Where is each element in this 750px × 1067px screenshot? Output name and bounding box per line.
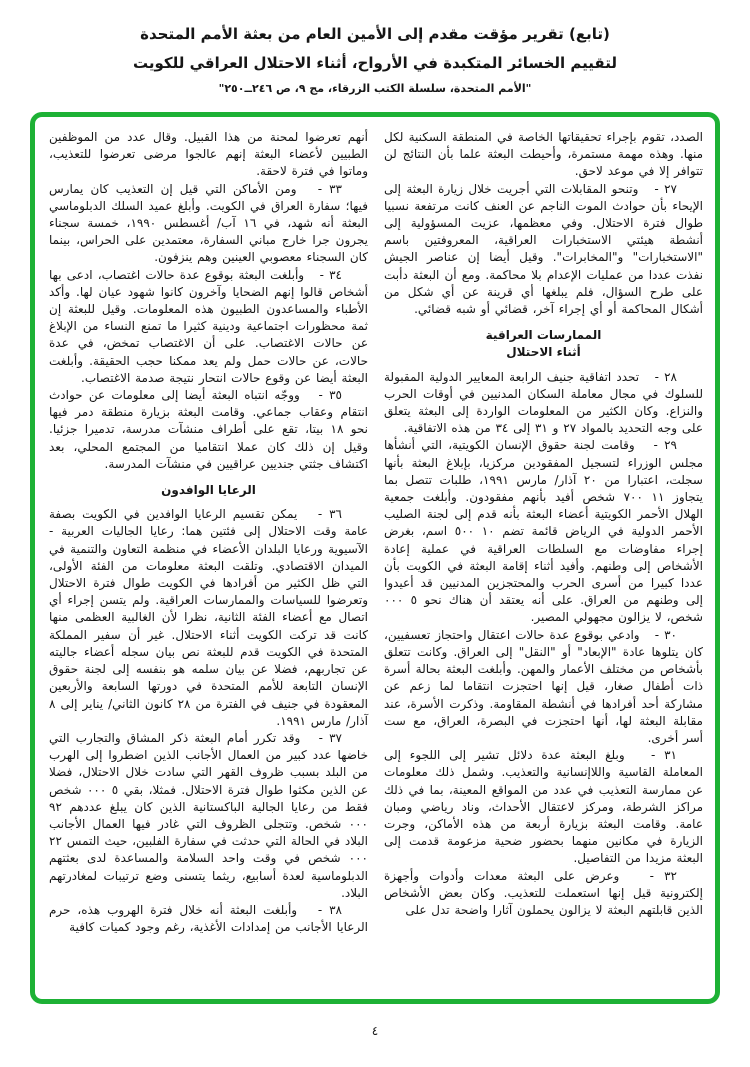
section-heading-line: أثناء الاحتلال	[506, 345, 581, 360]
section-heading	[49, 482, 368, 499]
paragraph: ٣٥ - ووجّه انتباه البعثة أيضا إلى معلومات عن حوادث انتقام وعقاب جماعي. وقامت البعثة بزيارة منطقة دمر فيها نحو ١٨ بيتا، تقع على أطراف منشآت مدرسة، تدميرا جزئيا. وقيل إن ذلك كان عملا انتقاميا من المجتمع المحلي، بعد اكتشاف جثتي جنديين عراقيين في منشآت المدرسة.	[49, 388, 368, 471]
paragraph: ٣٢ - وعرض على البعثة معدات وأدوات وأجهزة إلكترونية قيل إنها استعملت للتعذيب. وكان بعض الأشخاص الذين قابلتهم البعثة لا يزالون يحملون آثارا واضحة تدل على	[384, 868, 703, 917]
green-border-frame	[30, 112, 720, 1004]
page-number: ٤	[371, 1024, 379, 1038]
paragraph: ٢٨ - تحدد اتفاقية جنيف الرابعة المعايير الدولية المقبولة للسلوك في مجال معاملة السكان المدنيين في أوقات الحرب والنزاع. وكان الكثير من المعلومات الواردة إلى البعثة يتعلق على وجه التحديد بالمواد ٢٧ و ٣١ إلى ٣٤ من هذه الاتفاقية.	[384, 369, 703, 436]
paragraph: ٣٠ - وادعي بوقوع عدة حالات اعتقال واحتجاز تعسفيين، كان يتلوها عادة "الإبعاد" أو "النقل" إلى العراق. وكانت تتعلق بأشخاص من مختلف الأعمار والمهن. وأبلغت البعثة بحالة أسرة ذات أطفال صغار، قيل إنها احتجزت انتقاما لما زعم عن مشاركة أحد أفرادها في أنشطة المقاومة. وذكرت الأسرة، عند مقابلة البعثة لها، أنها احتجزت في البصرة، العراق، مع ست أسر أخرى.	[384, 627, 703, 745]
report-header	[0, 0, 750, 97]
section-heading	[384, 327, 703, 361]
header-title-line1: (تابع) تقرير مؤقت مقدم إلى الأمين العام من بعثة الأمم المتحدة	[140, 25, 610, 43]
section-heading-line: الرعايا الوافدون	[161, 483, 256, 498]
paragraph: ٣٨ - وأبلغت البعثة أنه خلال فترة الهروب هذه، حرم الرعايا الأجانب من إمدادات الأغذية، رغم وجود كميات كافية	[49, 902, 368, 935]
column-right	[384, 129, 703, 999]
paragraph: ٢٩ - وقامت لجنة حقوق الإنسان الكويتية، التي أنشأها مجلس الوزراء لتسجيل المفقودين مركزيا، بإبلاغ البعثة بأنها سجلت، اعتبارا من ٢٠ آذار/ مارس ١٩٩١، طلبات تتصل بما يتجاوز ١١ ٧٠٠ شخص أفيد بأنهم مفقودون. وأبلغت جمعية الهلال الأحمر الكويتية أعضاء البعثة بأنه قدم إلى لجنة الصليب الأحمر الدولية في الرياض قائمة تضم ١٠ ٥٠٠ اسم، بغرض إجراء مفاوضات مع السلطات العراقية في عملية إعادة الأشخاص إلى وطنهم. وأفيد أثناء إقامة البعثة في الكويت بأن عددا كبيرا من أسرى الحرب والمحتجزين المدنيين قد أعيدوا إلى وطنهم من العراق. على أنه يعتقد أن هناك نحو ٥ ٠٠٠ شخص، لا يزالون مجهولي المصير.	[384, 438, 703, 625]
paragraph: ٣٤ - وأبلغت البعثة بوقوع عدة حالات اغتصاب، ادعى بها أشخاص قالوا إنهم الضحايا وآخرون كانوا شهود عيان لها. وأكد الأطباء والمساعدون الطبيون هذه المعلومات. وقيل للبعثة إن ثمة محظورات اجتماعية ودينية كثيرا ما تمنع النساء من الإبلاغ عن حالات الاغتصاب. على أن الاغتصاب تمخض، في عدة حالات، عن حالات حمل ولم يعد ممكنا حجب الحقيقة. وأبلغت البعثة أيضا عن وقوع حالات انتحار نتيجة صدمة الاغتصاب.	[49, 267, 368, 385]
header-source-line: "الأمم المتحدة، سلسلة الكتب الزرقاء، مج ٩، ص ⁦٢٤٦ــ٢٥٠⁩"	[218, 82, 532, 95]
paragraph: ٣٧ - وقد تكرر أمام البعثة ذكر المشاق والتجارب التي خاضها عدد كبير من العمال الأجانب الذين اضطروا إلى الهرب من البلد بسبب ظروف القهر التي سادت خلال الاحتلال، فضلا عن الذين مكثوا طوال فترة الاحتلال. فمثلا، بقي ٥ ٠٠٠ شخص فقط من رعايا الجالية الباكستانية الذين كان يبلغ عددهم ٩٢ ٠٠٠ شخص. وتتجلى الظروف التي غادر فيها العمال الأجانب البلاد في الحالة التي حدثت في سفارة الفلبين، حيث التمس ٢٢ ٠٠٠ شخص في وقت واحد السلامة والمساعدة لدى بعثتهم الدبلوماسية لعدة أسابيع، ريثما يتسنى وضع ترتيبات لمغادرتهم البلاد.	[49, 730, 368, 900]
paragraph: ٣١ - وبلغ البعثة عدة دلائل تشير إلى اللجوء إلى المعاملة القاسية واللاإنسانية والتعذيب. وشمل ذلك معلومات عن ممارسة التعذيب في عدد من المواقع المعينة، بما في ذلك مراكز الشرطة، ومركز لاعتقال الأحداث، وناد رياضي ومبان عامة. وقامت البعثة بزيارة أربعة من هذه الأماكن، وجرت الزيارة في مكانين منهما بحضور ضحية مزعومة قدمت إلى البعثة مزيدا من التفاصيل.	[384, 748, 703, 866]
paragraph: أنهم تعرضوا لمحنة من هذا القبيل. وقال عدد من الموظفين الطبيين لأعضاء البعثة إنهم عالجوا مرضى تعرضوا للتعذيب، وماتوا في فترة لاحقة.	[49, 130, 368, 179]
text-columns	[35, 117, 715, 999]
column-left	[49, 129, 368, 999]
paragraph: الصدد، تقوم بإجراء تحقيقاتها الخاصة في المنطقة السكنية لكل منها. وهذه مهمة مستمرة، وأحيطت البعثة علما بأن النتائج لن تتوافر إلا في موعد لاحق.	[384, 130, 703, 179]
paragraph: ٣٦ - يمكن تقسيم الرعايا الوافدين في الكويت بصفة عامة وقت الاحتلال إلى فئتين هما: رعايا الجاليات العربية - الآسيوية ورعايا البلدان الأعضاء في منظمة التعاون والتنمية في الميدان الاقتصادي. وتلقت البعثة معلومات من الفئة الأولى، التي ظل الكثير من أفرادها في الكويت طوال فترة الاحتلال وتعرضوا للسياسات والممارسات العراقية. ولم يتسن إجراء أي اتصال مع أعضاء الفئة الثانية، نظرا لأن الغالبية العظمى منها كانت قد تركت الكويت أثناء الاحتلال. غير أن سفير المملكة المتحدة في الكويت قدم للبعثة نص بيان سجله أعضاء جاليته عن تجاربهم، فضلا عن بيان سلمه هو بنفسه إلى لجنة حقوق الإنسان التابعة للأمم المتحدة في دورتها السابعة والأربعين المعقودة في جنيف في الفترة من ٢٨ كانون الثاني/ يناير إلى ٨ آذار/ مارس ١٩٩١.	[49, 507, 369, 728]
paragraph: ٢٧ - وتنحو المقابلات التي أجريت خلال زيارة البعثة إلى الإيحاء بأن حوادث الموت الناجم عن العنف كانت مرتفعة نسبيا طوال فترة الاحتلال. وفي معظمها، عزيت المسؤولية إلى أنشطة هيئتي الاستخبارات العراقية، المعروفتين باسم "الاستخبارات" و"المخابرات". وقيل أيضا إن عناصر الجيش نفذت عددا من عمليات الإعدام بلا محاكمة. ومع أن البعثة دأبت على طرح السؤال، فلم يبلغها أي قرينة عن أي شكل من أشكال المحاكمة أو أي إجراء آخر، قضائي أو شبه قضائي.	[384, 181, 703, 317]
section-heading-line: الممارسات العراقية	[485, 328, 602, 343]
header-title-line2: لتقييم الخسائر المتكبدة في الأرواح، أثناء الاحتلال العراقي للكويت	[133, 54, 617, 72]
paragraph: ٣٣ - ومن الأماكن التي قيل إن التعذيب كان يمارس فيها؛ سفارة العراق في الكويت. وأبلغ عميد السلك الدبلوماسي البعثة أنه شهد، في ١٦ آب/ أغسطس ١٩٩٠، خمسة سجناء يجرون جرا خارج مباني السفارة، معتمدين على الحراس، بينما كان السجناء معصوبي العينين وهم ينزفون.	[49, 181, 369, 265]
